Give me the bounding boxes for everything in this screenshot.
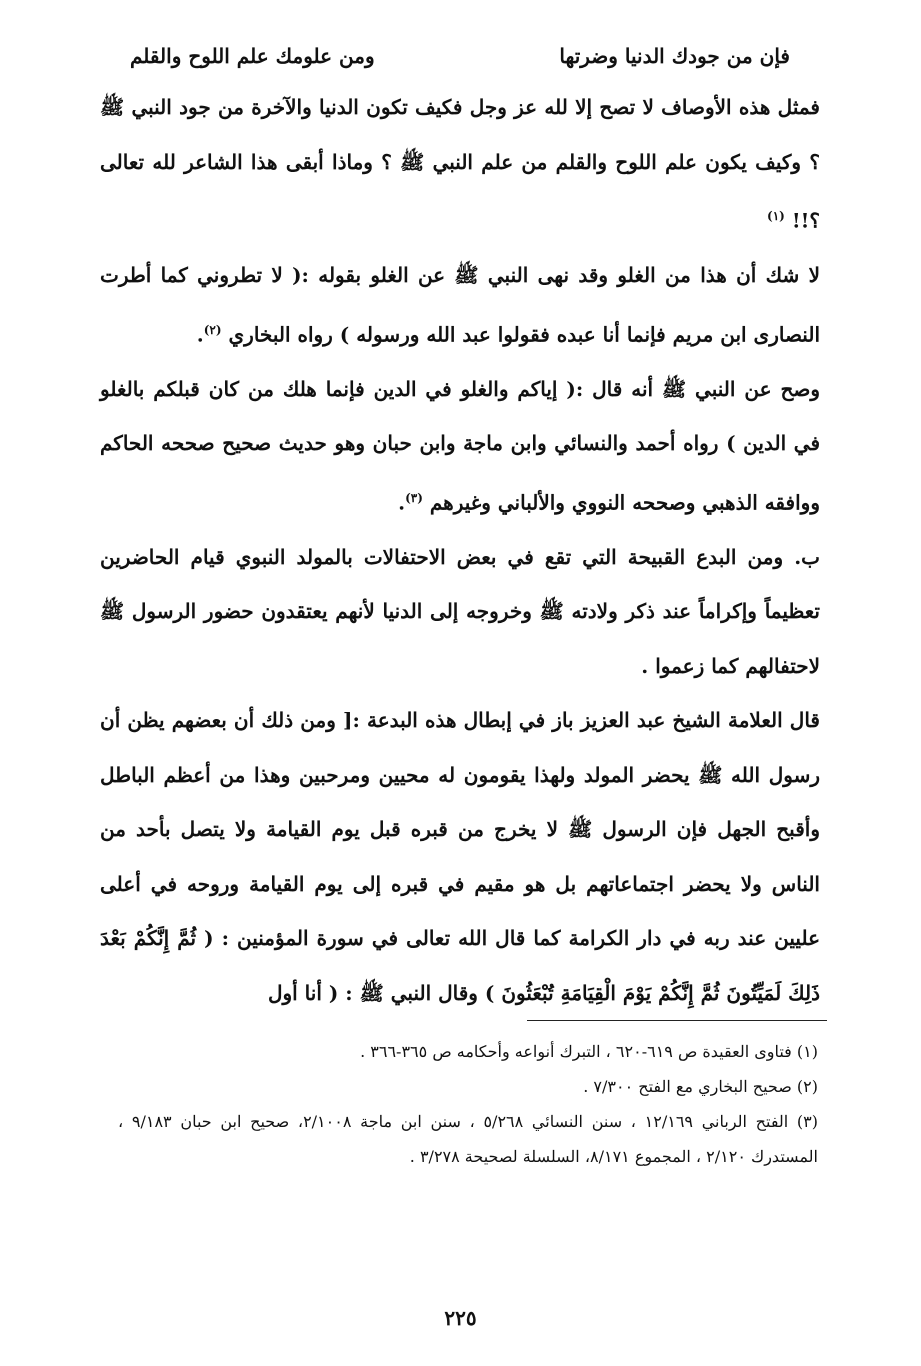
- paragraph-2: لا شك أن هذا من الغلو وقد نهى النبي ﷺ عن الغلو بقوله :( لا تطروني كما أطرت النصارى ابن مريم فإنما أنا عبده فقولوا عبد الله ورسوله ) رواه البخاري $^{(٢)}$.: [100, 263, 820, 347]
- footnote-3: (٣) الفتح الرباني ١٢/١٦٩ ، سنن النسائي ٥/٢٦٨ ، سنن ابن ماجة ٢/١٠٠٨، صحيح ابن حبان ٩/١٨٣ ، المستدرك ٢/١٢٠ ، المجموع ٨/١٧١، السلسلة لصحيحة ٣/٢٧٨ .: [118, 1112, 819, 1166]
- verse-hemistich-first: فإن من جودك الدنيا وضرتها: [559, 44, 790, 68]
- footnote-ref-3[interactable]: (٣): [405, 490, 423, 505]
- footnote-ref-2[interactable]: (٢): [203, 322, 222, 337]
- paragraph-4: ب. ومن البدع القبيحة التي تقع في بعض الاحتفالات بالمولد النبوي قيام الحاضرين تعظيماً وإكراماً عند ذكر ولادته ﷺ وخروجه إلى الدنيا لأنهم يعتقدون حضور الرسول ﷺ لاحتفالهم كما زعموا .: [100, 544, 820, 678]
- page-body: [100, 38, 820, 1020]
- footnote-divider: [527, 1020, 827, 1021]
- footnote-1: (١) فتاوى العقيدة ص ٦١٩-٦٢٠ ، التبرك أنواعه وأحكامه ص ٣٦٥-٣٦٦ .: [360, 1042, 818, 1061]
- paragraph-1: فمثل هذه الأوصاف لا تصح إلا لله عز وجل فكيف تكون الدنيا والآخرة من جود النبي ﷺ ؟ وكيف يكون علم اللوح والقلم من علم النبي ﷺ ؟ وماذا أبقى هذا الشاعر لله تعالى ؟!! $^{(١)}$: [100, 95, 820, 233]
- paragraph-3: وصح عن النبي ﷺ أنه قال :( إياكم والغلو في الدين فإنما هلك من كان قبلكم بالغلو في الدين ) رواه أحمد والنسائي وابن ماجة وابن حبان وهو حديث صحيح صححه الحاكم ووافقه الذهبي وصححه النووي والألباني وغيرهم $^{(٣)}$.: [100, 376, 820, 515]
- footnote-2: (٢) صحيح البخاري مع الفتح ٧/٣٠٠ .: [583, 1077, 818, 1096]
- verse-hemistich-second: ومن علومك علم اللوح والقلم: [130, 44, 375, 68]
- paragraph-5: قال العلامة الشيخ عبد العزيز باز في إبطال هذه البدعة :[ ومن ذلك أن بعضهم يظن أن رسول الله ﷺ يحضر المولد ولهذا يقومون له محيين ومرحبين وهذا من أعظم الباطل وأقبح الجهل فإن الرسول ﷺ لا يخرج من قبره قبل يوم القيامة ولا يتصل بأحد من الناس ولا يحضر اجتماعاتهم بل هو مقيم في قبره إلى يوم القيامة وروحه في أعلى عليين عند ربه في دار الكرامة كما قال الله تعالى في سورة المؤمنين : ( ثُمَّ إِنَّكُمْ بَعْدَ ذَلِكَ لَمَيِّتُونَ ثُمَّ إِنَّكُمْ يَوْمَ الْقِيَامَةِ تُبْعَثُونَ ) وقال النبي ﷺ : ( أنا أول: [100, 708, 820, 1005]
- page-number: ٢٢٥: [444, 1306, 477, 1330]
- poem-verse: [130, 38, 790, 74]
- footnote-ref-1[interactable]: (١): [767, 209, 785, 223]
- footnotes: [118, 1034, 818, 1174]
